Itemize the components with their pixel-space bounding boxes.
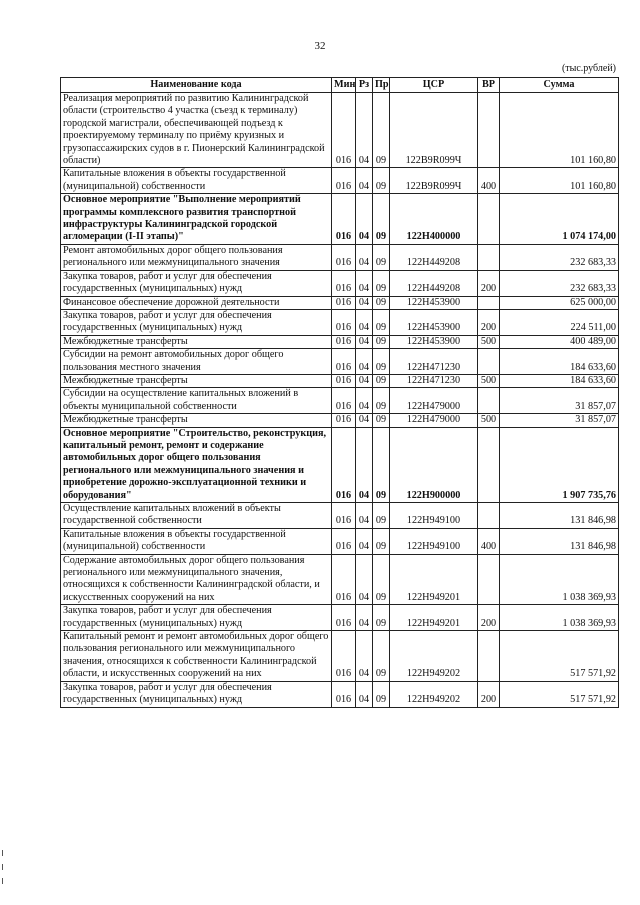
cell-vr: 500 (478, 414, 500, 427)
cell-sum: 625 000,00 (500, 296, 619, 309)
table-row (61, 309, 619, 335)
table-row (61, 414, 619, 427)
table-row (61, 270, 619, 296)
cell-rz: 04 (356, 427, 373, 502)
cell-rz: 04 (356, 335, 373, 348)
cell-sum: 131 846,98 (500, 528, 619, 554)
cell-name: Реализация мероприятий по развитию Калининградской области (строительство 4 участка (съезд к терминалу) городской магистрали, обеспечивающей подъезд к проектируемому терминалу по приёму круизных и грузопассажирских судов в г. Пионерский Калининградской области) (61, 93, 332, 168)
table-row (61, 631, 619, 682)
cell-name: Основное мероприятие "Строительство, реконструкция, капитальный ремонт, ремонт и содержание автомобильных дорог общего пользования регионального или межмуниципального значения и приобретение дорожно-эксплуатационной техники и оборудования" (61, 427, 332, 502)
cell-pr: 09 (373, 631, 390, 682)
cell-csr: 122Н471230 (390, 374, 478, 387)
cell-pr: 09 (373, 605, 390, 631)
cell-name: Закупка товаров, работ и услуг для обеспечения государственных (муниципальных) нужд (61, 309, 332, 335)
cell-csr: 122В9R099Ч (390, 168, 478, 194)
cell-name: Закупка товаров, работ и услуг для обеспечения государственных (муниципальных) нужд (61, 270, 332, 296)
cell-vr (478, 388, 500, 414)
cell-csr: 122Н453900 (390, 335, 478, 348)
table-row (61, 168, 619, 194)
cell-pr: 09 (373, 554, 390, 605)
cell-rz: 04 (356, 528, 373, 554)
scan-edge-marks (2, 850, 4, 900)
cell-vr (478, 427, 500, 502)
page-number: 32 (314, 40, 326, 52)
cell-sum: 184 633,60 (500, 374, 619, 387)
table-row (61, 296, 619, 309)
cell-vr (478, 554, 500, 605)
cell-sum: 224 511,00 (500, 309, 619, 335)
cell-vr: 200 (478, 309, 500, 335)
cell-pr: 09 (373, 349, 390, 375)
cell-sum: 517 571,92 (500, 631, 619, 682)
cell-csr: 122Н449208 (390, 270, 478, 296)
cell-rz: 04 (356, 168, 373, 194)
cell-min: 016 (332, 631, 356, 682)
cell-name: Межбюджетные трансферты (61, 414, 332, 427)
header-name: Наименование кода (61, 78, 332, 93)
table-row (61, 244, 619, 270)
cell-vr (478, 503, 500, 529)
cell-pr: 09 (373, 296, 390, 309)
cell-sum: 101 160,80 (500, 168, 619, 194)
cell-min: 016 (332, 93, 356, 168)
cell-csr: 122Н453900 (390, 296, 478, 309)
table-row (61, 335, 619, 348)
table-row (61, 93, 619, 168)
cell-pr: 09 (373, 414, 390, 427)
cell-name: Финансовое обеспечение дорожной деятельности (61, 296, 332, 309)
header-vr: ВР (478, 78, 500, 93)
cell-name: Основное мероприятие "Выполнение мероприятий программы комплексного развития транспортной инфраструктуры Калининградской городской агломерации (I-II этапы)" (61, 194, 332, 245)
cell-pr: 09 (373, 528, 390, 554)
cell-rz: 04 (356, 349, 373, 375)
cell-pr: 09 (373, 681, 390, 707)
cell-vr (478, 631, 500, 682)
cell-csr: 122Н453900 (390, 309, 478, 335)
cell-min: 016 (332, 503, 356, 529)
cell-min: 016 (332, 335, 356, 348)
cell-csr: 122В9R099Ч (390, 93, 478, 168)
cell-vr (478, 349, 500, 375)
cell-rz: 04 (356, 309, 373, 335)
cell-csr: 122Н949100 (390, 503, 478, 529)
cell-pr: 09 (373, 168, 390, 194)
cell-csr: 122Н949201 (390, 605, 478, 631)
cell-name: Межбюджетные трансферты (61, 335, 332, 348)
cell-name: Содержание автомобильных дорог общего пользования регионального или межмуниципального значения, относящихся к собственности Калининградской области, и искусственных сооружений на них (61, 554, 332, 605)
cell-pr: 09 (373, 427, 390, 502)
cell-rz: 04 (356, 681, 373, 707)
cell-vr (478, 194, 500, 245)
cell-pr: 09 (373, 309, 390, 335)
table-row (61, 194, 619, 245)
cell-min: 016 (332, 681, 356, 707)
cell-rz: 04 (356, 194, 373, 245)
cell-rz: 04 (356, 554, 373, 605)
cell-pr: 09 (373, 503, 390, 529)
cell-min: 016 (332, 427, 356, 502)
cell-min: 016 (332, 270, 356, 296)
cell-vr: 200 (478, 270, 500, 296)
cell-csr: 122Н949201 (390, 554, 478, 605)
cell-name: Капитальные вложения в объекты государственной (муниципальной) собственности (61, 528, 332, 554)
cell-name: Субсидии на осуществление капитальных вложений в объекты муниципальной собственности (61, 388, 332, 414)
cell-csr: 122Н949100 (390, 528, 478, 554)
cell-rz: 04 (356, 631, 373, 682)
table-row (61, 349, 619, 375)
budget-table (60, 77, 619, 708)
header-rz: Рз (356, 78, 373, 93)
cell-sum: 1 038 369,93 (500, 554, 619, 605)
cell-min: 016 (332, 374, 356, 387)
cell-rz: 04 (356, 270, 373, 296)
table-row (61, 374, 619, 387)
table-row (61, 681, 619, 707)
cell-pr: 09 (373, 194, 390, 245)
cell-name: Капитальный ремонт и ремонт автомобильных дорог общего пользования регионального или межмуниципального значения, относящихся к собственности Калининградской области, и искусственных сооружений на них (61, 631, 332, 682)
cell-sum: 1 074 174,00 (500, 194, 619, 245)
cell-sum: 184 633,60 (500, 349, 619, 375)
cell-name: Ремонт автомобильных дорог общего пользования регионального или межмуниципального значения (61, 244, 332, 270)
cell-csr: 122Н479000 (390, 388, 478, 414)
cell-name: Капитальные вложения в объекты государственной (муниципальной) собственности (61, 168, 332, 194)
cell-rz: 04 (356, 374, 373, 387)
cell-rz: 04 (356, 93, 373, 168)
cell-name: Субсидии на ремонт автомобильных дорог общего пользования местного значения (61, 349, 332, 375)
cell-csr: 122Н471230 (390, 349, 478, 375)
cell-name: Осуществление капитальных вложений в объекты государственной собственности (61, 503, 332, 529)
cell-rz: 04 (356, 503, 373, 529)
cell-sum: 232 683,33 (500, 270, 619, 296)
cell-min: 016 (332, 554, 356, 605)
cell-sum: 232 683,33 (500, 244, 619, 270)
cell-vr (478, 93, 500, 168)
table-row (61, 388, 619, 414)
cell-min: 016 (332, 194, 356, 245)
cell-min: 016 (332, 296, 356, 309)
cell-vr (478, 244, 500, 270)
header-csr: ЦСР (390, 78, 478, 93)
cell-pr: 09 (373, 244, 390, 270)
cell-vr: 400 (478, 528, 500, 554)
cell-pr: 09 (373, 270, 390, 296)
table-row (61, 528, 619, 554)
cell-min: 016 (332, 414, 356, 427)
cell-sum: 131 846,98 (500, 503, 619, 529)
cell-min: 016 (332, 349, 356, 375)
cell-vr: 400 (478, 168, 500, 194)
cell-name: Межбюджетные трансферты (61, 374, 332, 387)
cell-sum: 1 907 735,76 (500, 427, 619, 502)
cell-vr: 500 (478, 374, 500, 387)
table-row (61, 427, 619, 502)
cell-rz: 04 (356, 605, 373, 631)
cell-pr: 09 (373, 335, 390, 348)
cell-rz: 04 (356, 244, 373, 270)
cell-csr: 122Н900000 (390, 427, 478, 502)
cell-rz: 04 (356, 296, 373, 309)
table-row (61, 503, 619, 529)
header-pr: Пр (373, 78, 390, 93)
cell-sum: 400 489,00 (500, 335, 619, 348)
cell-csr: 122Н400000 (390, 194, 478, 245)
cell-vr: 200 (478, 605, 500, 631)
table-header-row (61, 78, 619, 93)
cell-min: 016 (332, 309, 356, 335)
cell-rz: 04 (356, 414, 373, 427)
cell-vr: 200 (478, 681, 500, 707)
cell-min: 016 (332, 388, 356, 414)
cell-pr: 09 (373, 93, 390, 168)
table-body (61, 93, 619, 708)
cell-csr: 122Н479000 (390, 414, 478, 427)
cell-name: Закупка товаров, работ и услуг для обеспечения государственных (муниципальных) нужд (61, 681, 332, 707)
cell-vr (478, 296, 500, 309)
table-row (61, 554, 619, 605)
cell-sum: 517 571,92 (500, 681, 619, 707)
cell-name: Закупка товаров, работ и услуг для обеспечения государственных (муниципальных) нужд (61, 605, 332, 631)
header-sum: Сумма (500, 78, 619, 93)
cell-sum: 1 038 369,93 (500, 605, 619, 631)
cell-min: 016 (332, 244, 356, 270)
cell-rz: 04 (356, 388, 373, 414)
cell-sum: 31 857,07 (500, 414, 619, 427)
cell-pr: 09 (373, 388, 390, 414)
cell-sum: 101 160,80 (500, 93, 619, 168)
cell-min: 016 (332, 168, 356, 194)
cell-sum: 31 857,07 (500, 388, 619, 414)
cell-vr: 500 (478, 335, 500, 348)
table-row (61, 605, 619, 631)
cell-min: 016 (332, 605, 356, 631)
cell-min: 016 (332, 528, 356, 554)
cell-csr: 122Н449208 (390, 244, 478, 270)
cell-pr: 09 (373, 374, 390, 387)
units-label: (тыс.рублей) (561, 63, 616, 74)
cell-csr: 122Н949202 (390, 681, 478, 707)
header-min: Мин (332, 78, 356, 93)
cell-csr: 122Н949202 (390, 631, 478, 682)
